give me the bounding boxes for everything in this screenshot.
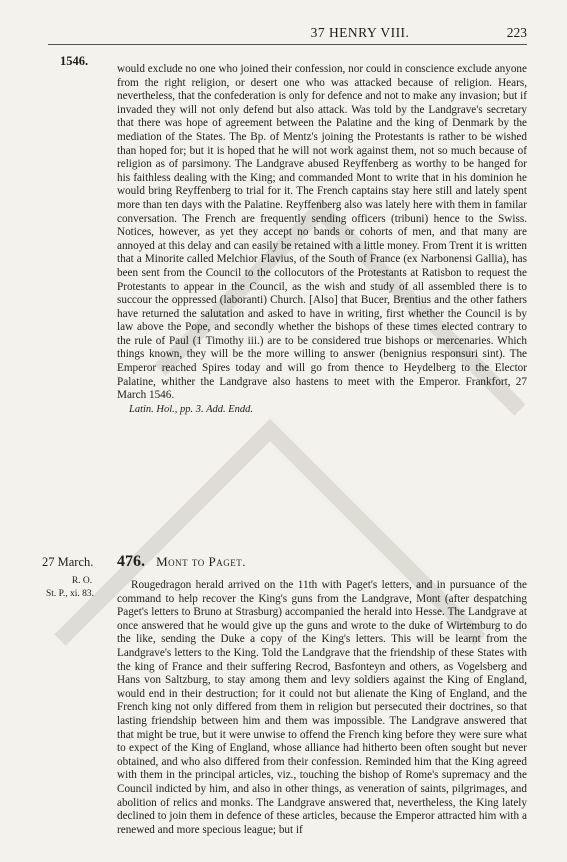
entry-heading [117, 553, 527, 571]
body-text-column-1 [117, 63, 527, 416]
paragraph-1: would exclude no one who joined their confession, nor could in conscience exclude anyone from the right religion, or desert one who was attacked because of religion. Hears, nevertheless, that the confederation is only for defence and not to make any invasion; but if invaded they will not only defend but also attack. Was told by the Landgrave's secretary that there was hope of agreement between the Palatine and the king of Denmark by the mediation of the States. The Bp. of Mentz's joining the Protestants is rather to be wished than hoped for; but it is hoped that he will not work against them, not so much because of religion as of parsimony. The Landgrave abused Reyffenberg as worthy to be hanged for his faithless dealing with the King; and commanded Mont to write that in his dominion he would bring Reyffenberg to trial for it. The French captains stay here still and lately spent more than ten days with the Palatine. Reyffenberg also was lately here with them in familar conversation. The French are frequently sending officers (tribuni) hence to the Swiss. Notices, however, as yet they accept no bands or cohorts of men, and that many are annoyed at this delay and can easily be retained with a little money. From Trent it is written that a Minorite called Melchior Flavius, of the South of France (ex Narbonensi Gallia), has been sent from the Council to the collocutors of the Protestants at Ratisbon to request the Protestants to appear in the Council, as the wish and study of all assembled there is to succour the oppressed (laboranti) Church. [Also] that Bucer, Brentius and the other fathers have returned the salutation and asked to have in writing, first whether the Council is by law above the Pope, and secondly whether the bishops of these times elected contrary to the rule of Paul (1 Timothy iii.) are to be considered true bishops or mercenaries. Which things known, they will be the more willing to answer (benignius responsuri sint). The Emperor reached Spires today and will go from thence to Heydelberg to the Elector Palatine, whither the Landgrave also hastens to meet with the Emperor. Frankfort, 27 March 1546. [117, 63, 527, 402]
entry-date: 27 March. [42, 555, 94, 569]
source-reference-2: St. P., xi. 83. [46, 589, 95, 599]
source-reference-1: R. O. [71, 576, 93, 586]
page-number: 223 [506, 25, 527, 40]
paragraph-2: Rougedragon herald arrived on the 11th with Paget's letters, and in pursuance of the command to help recover the King's guns from the Landgrave, Mont (after despatching Paget's letters to Bruno at Strasburg) accompanied the herald into Hesse. The Landgrave at once answered that he would give up the guns and wrote to the duke of Wirtemburg to do the like, sending the Duke a copy of the King's letters. This will be learnt from the Landgrave's letters to the King. Told the Landgrave that the friendship of these States with the king of France and their suffering Recrod, Basfonteyn and others, as Vogelsberg and Hans von Saltzburg, to stay among them and levy soldiers against the King of England, would end in their destruction; for it could not but alienate the King of England, and the French king not only differed from them in religion but persecuted their doctrines, so that lasting friendship between him and them was impossible. The Landgrave answered that that might be true, but it were unwise to offend the French king before they were sure what to expect of the King of England, whose alliance had hitherto been often sought but never obtained, and who also differed from their confession. Reminded him that the King agreed with them in the principal articles, viz., touching the bishop of Rome's supremacy and the Council indicted by him, and also in other things, as veneration of saints, pilgrimages, and abolition of relics and monks. The Landgrave answered that, nevertheless, the King lately declined to join them in defence of these articles, because the Emperor attracted him with a renewed and more specious league; but if [117, 579, 527, 836]
body-text-column-2 [117, 579, 527, 837]
header-rule [48, 44, 527, 45]
running-head-title: 37 HENRY VIII. [310, 25, 410, 40]
entry-title: Mont to Paget. [156, 554, 246, 569]
running-head [0, 25, 567, 47]
margin-year: 1546. [60, 54, 89, 68]
entry-number: 476. [117, 553, 145, 570]
signoff-text: Latin. Hol., pp. 3. Add. Endd. [129, 403, 254, 415]
document-signoff [117, 403, 527, 417]
